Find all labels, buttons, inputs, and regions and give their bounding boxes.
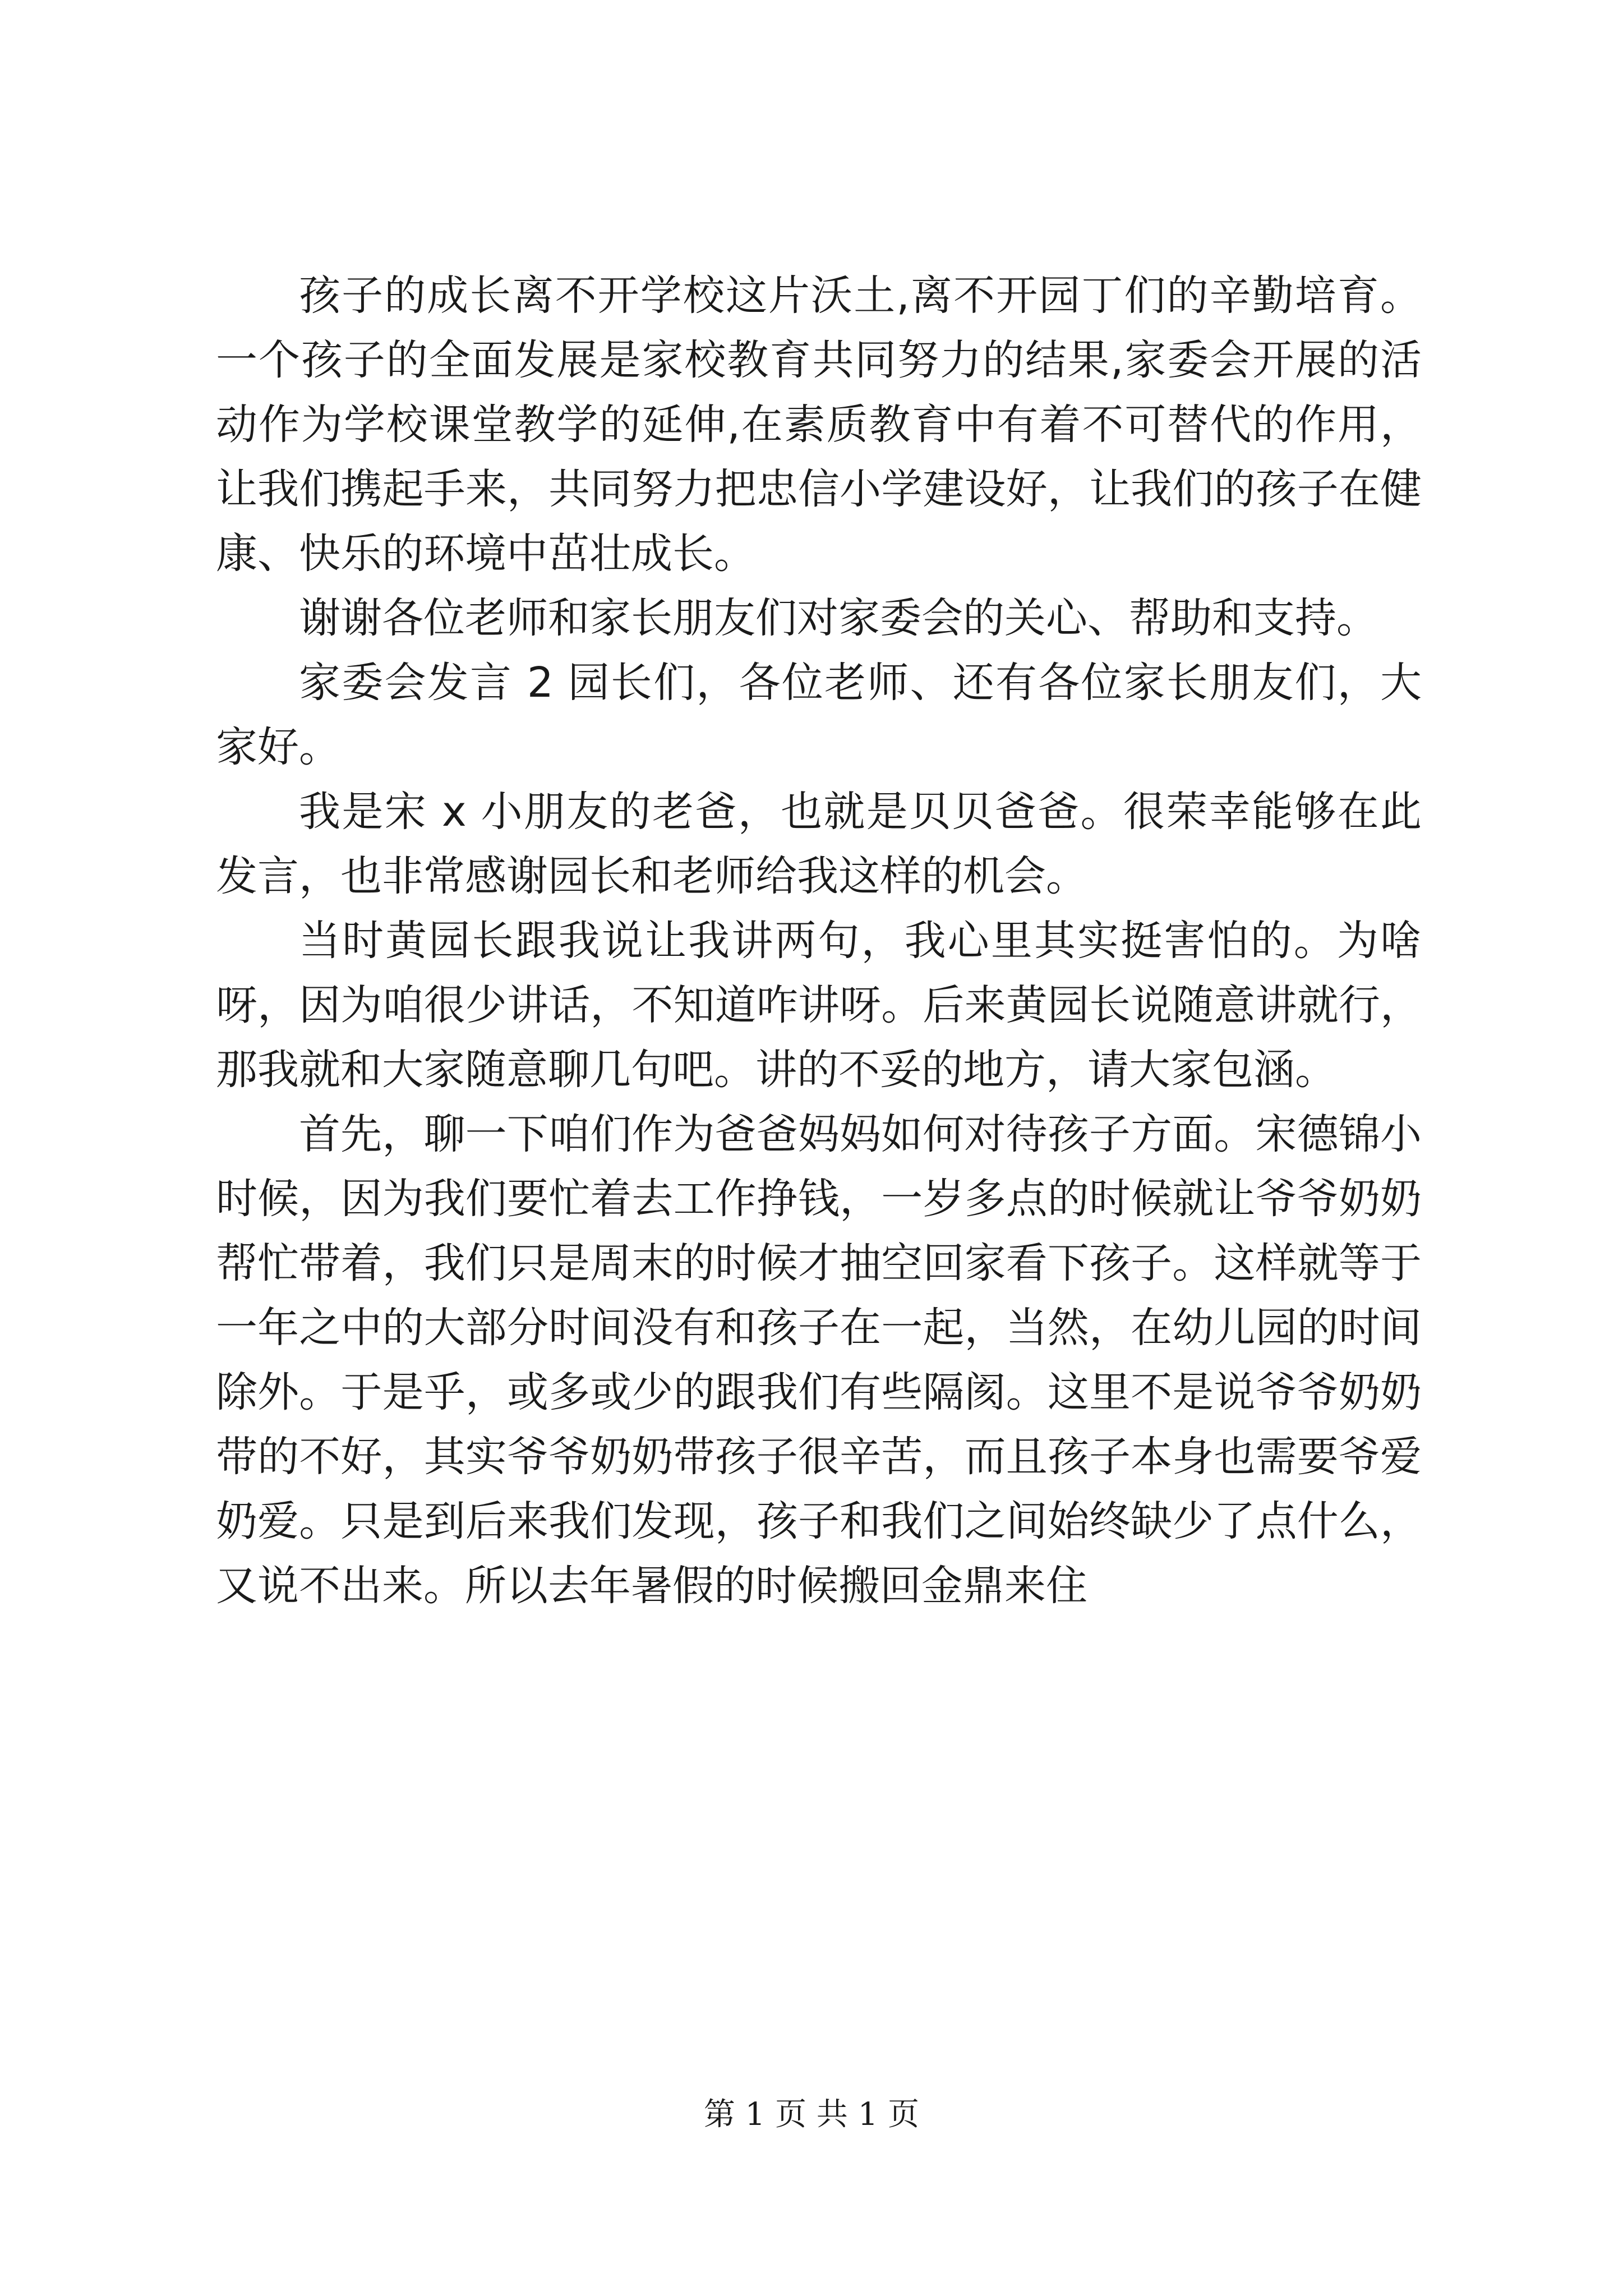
paragraph: 当时黄园长跟我说让我讲两句，我心里其实挺害怕的。为啥呀，因为咱很少讲话，不知道咋讲呀。后来黄园长说随意讲就行，那我就和大家随意聊几句吧。讲的不妥的地方，请大家包涵。 [216, 917, 1422, 1094]
paragraph: 我是宋 x 小朋友的老爸，也就是贝贝爸爸。很荣幸能够在此发言，也非常感谢园长和老师给我这样的机会。 [216, 788, 1422, 900]
paragraph: 首先，聊一下咱们作为爸爸妈妈如何对待孩子方面。宋德锦小时候，因为我们要忙着去工作挣钱，一岁多点的时候就让爷爷奶奶帮忙带着，我们只是周末的时候才抽空回家看下孩子。这样就等于一年之中的大部分时间没有和孩子在一起，当然，在幼儿园的时间除外。于是乎，或多或少的跟我们有些隔阂。这里不是说爷爷奶奶带的不好，其实爷爷奶奶带孩子很辛苦，而且孩子本身也需要爷爱奶爱。只是到后来我们发现，孩子和我们之间始终缺少了点什么，又说不出来。所以去年暑假的时候搬回金鼎来住 [216, 1110, 1422, 1610]
page-footer: 第 1 页 共 1 页 [703, 2096, 920, 2133]
paragraph: 谢谢各位老师和家长朋友们对家委会的关心、帮助和支持。 [299, 594, 1378, 642]
paragraph: 孩子的成长离不开学校这片沃土,离不开园丁们的辛勤培育。一个孩子的全面发展是家校教育共同努力的结果,家委会开展的活动作为学校课堂教学的延伸,在素质教育中有着不可替代的作用，让我们携起手来，共同努力把忠信小学建设好，让我们的孩子在健康、快乐的环境中茁壮成长。 [216, 272, 1422, 578]
document-body [216, 264, 1422, 1618]
paragraph: 家委会发言 2 园长们，各位老师、还有各位家长朋友们，大家好。 [216, 659, 1422, 771]
